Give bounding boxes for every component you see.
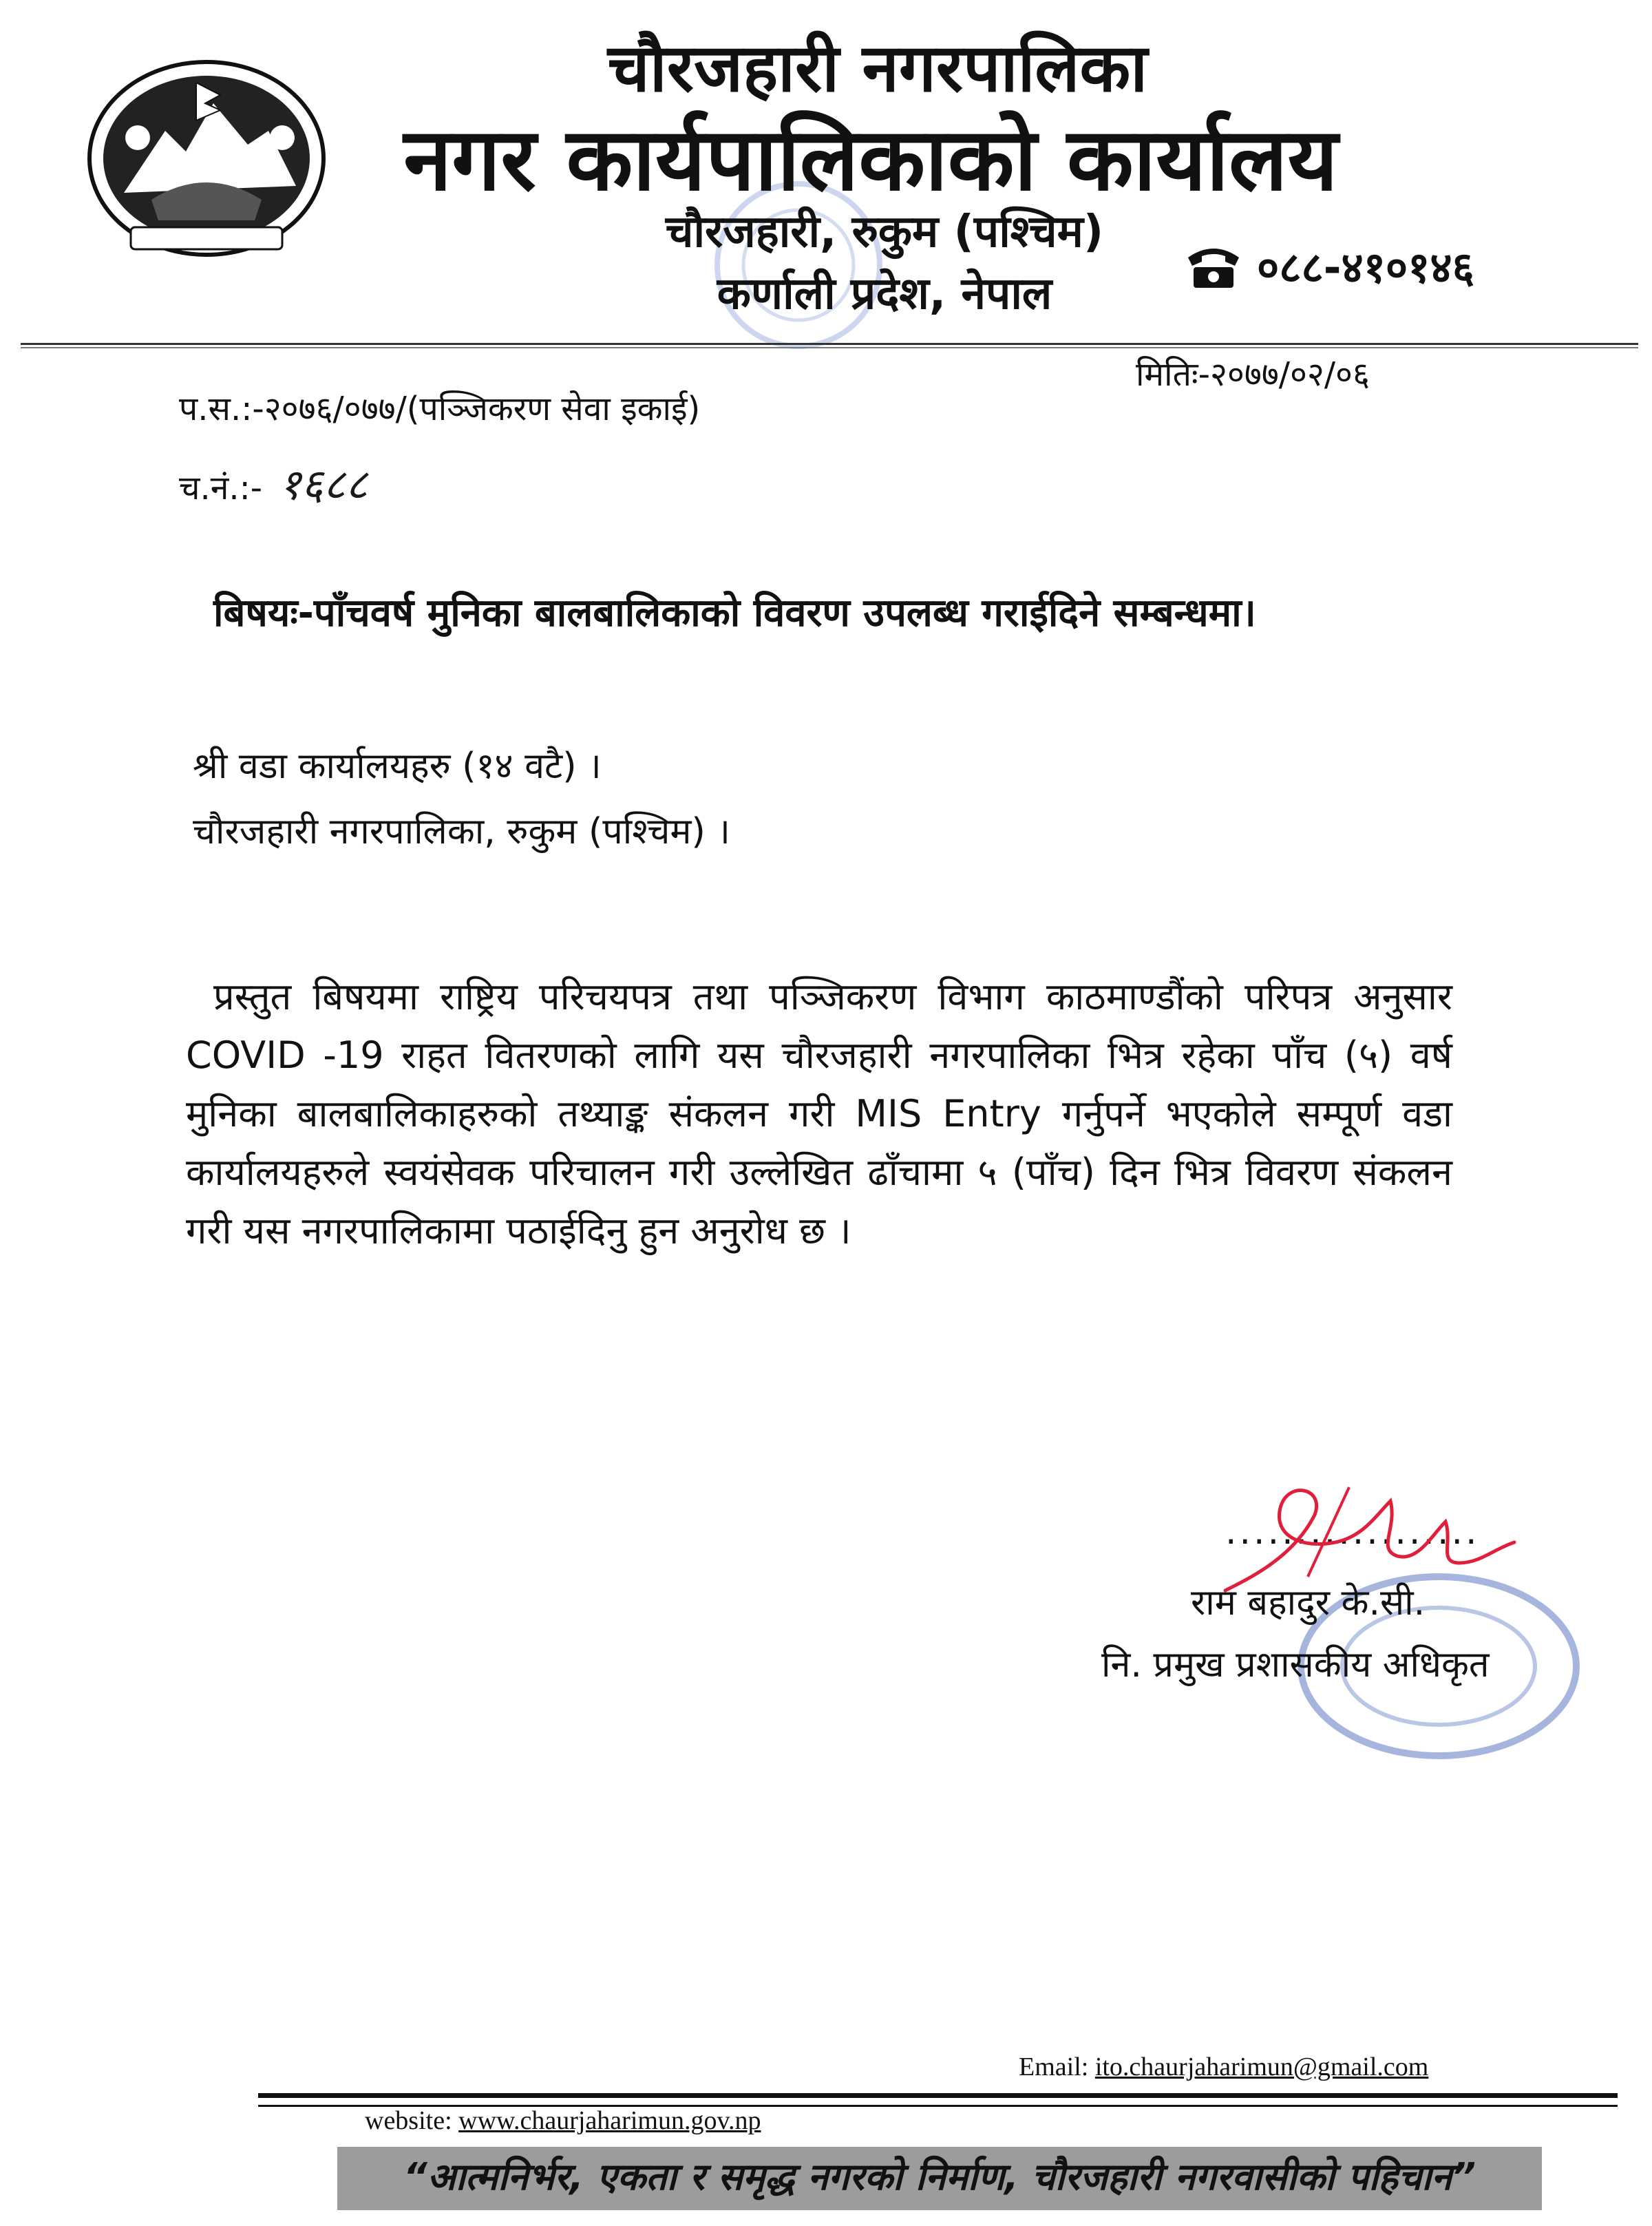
signatory-title: नि. प्रमुख प्रशासकीय अधिकृत [1101, 1644, 1490, 1686]
header-divider [21, 343, 1638, 348]
footer-website [365, 2106, 761, 2136]
email-label: Email: [1019, 2052, 1089, 2081]
telephone-icon [1184, 242, 1243, 291]
email-link[interactable]: ito.chaurjaharimun@gmail.com [1094, 2052, 1429, 2081]
letter-body: प्रस्तुत बिषयमा राष्ट्रिय परिचयपत्र तथा पञ्जिकरण विभाग काठमाण्डौंको परिपत्र अनुसार COVID -19 राहत वितरणको लागि यस चौरजहारी नगरपालिका भित्र रहेका पाँच (५) वर्ष मुनिका बालबालिकाहरुको तथ्याङ्क संकलन गरी MIS Entry गर्नुपर्ने भएकोले सम्पूर्ण वडा कार्यालयहरुले स्वयंसेवक परिचालन गरी उल्लेखित ढाँचामा ५ (पाँच) दिन भित्र विवरण संकलन गरी यस नगरपालिकामा पठाईदिनु हुन अनुरोध छ । [186, 975, 1452, 1252]
chalani-number-handwritten: १६८८ [279, 459, 368, 510]
recipient-line-1: श्री वडा कार्यालयहरु (१४ वटै) । [193, 746, 602, 787]
address-line-2: कर्णाली प्रदेश, नेपाल [717, 269, 1052, 319]
office-name: नगर कार्यपालिकाको कार्यालय [403, 109, 1338, 210]
footer-slogan: “आत्मनिर्भर, एकता र समृद्ध नगरको निर्माण, चौरजहारी नगरवासीको पहिचान” [403, 2155, 1476, 2198]
phone-number: ०८८-४१०१४६ [1257, 242, 1474, 293]
footer-divider [258, 2093, 1618, 2107]
recipient-line-2: चौरजहारी नगरपालिका, रुकुम (पश्चिम) । [193, 811, 730, 852]
chalani-label: च.नं.:- [179, 469, 263, 507]
letter-subject: बिषयः-पाँचवर्ष मुनिका बालबालिकाको विवरण उपलब्ध गराईदिने सम्बन्धमा। [213, 591, 1256, 636]
phone-block [1184, 238, 1474, 295]
website-link[interactable]: www.chaurjaharimun.gov.np [458, 2106, 761, 2135]
chalani-number-row [179, 454, 368, 512]
signature-line: .................. [1225, 1511, 1480, 1553]
patra-sankhya: प.स.:-२०७६/०७७/(पञ्जिकरण सेवा इकाई) [179, 390, 701, 428]
municipality-name: चौरजहारी नगरपालिका [607, 30, 1148, 107]
signatory-name: राम बहादुर के.सी. [1191, 1582, 1426, 1624]
website-label: website: [365, 2106, 452, 2135]
address-line-1: चौरजहारी, रुकुम (पश्चिम) [665, 207, 1104, 258]
footer-email [1019, 2052, 1428, 2082]
letter-date: मितिः-२०७७/०२/०६ [1136, 355, 1370, 394]
